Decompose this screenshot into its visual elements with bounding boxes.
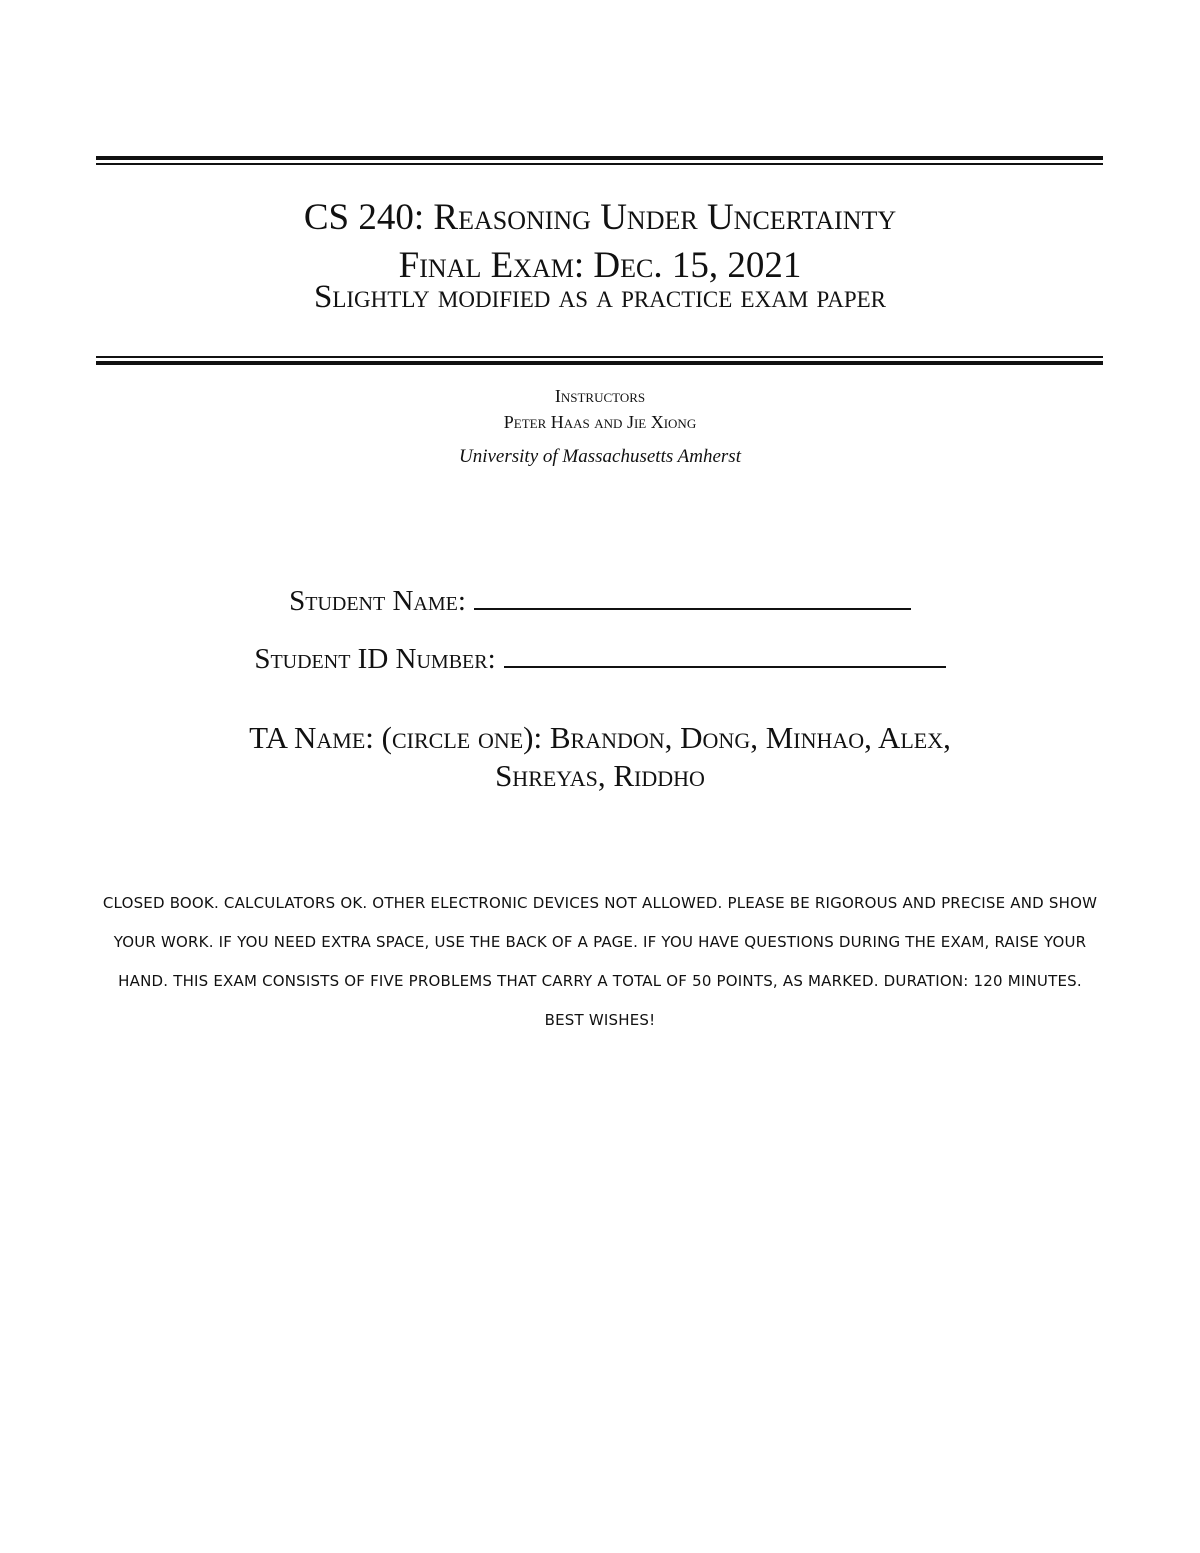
student-id-field <box>0 643 1200 676</box>
instructor-names: Peter Haas and Jie Xiong <box>503 412 697 432</box>
student-id-blank[interactable] <box>504 644 946 668</box>
student-id-label: Student ID Number: <box>254 643 496 675</box>
exam-title: CS 240: Reasoning Under Uncertainty <box>303 197 897 238</box>
exam-instructions: CLOSED BOOK. CALCULATORS OK. OTHER ELECTRONIC DEVICES NOT ALLOWED. PLEASE BE RIGOROUS AND PRECISE AND SHOW YOUR WORK. IF YOU NEED EXTRA SPACE, USE THE BACK OF A PAGE. IF YOU HAVE QUESTIONS DURING THE EXAM, RAISE YOUR HAND. THIS EXAM CONSISTS OF FIVE PROBLEMS THAT CARRY A TOTAL OF 50 POINTS, AS MARKED. DURATION: 120 MINUTES. BEST WISHES! <box>102 894 1098 1029</box>
bottom-rule-thin <box>96 356 1103 358</box>
bottom-rule-thick <box>96 361 1103 365</box>
student-name-field <box>0 585 1200 618</box>
top-rule-thin <box>96 163 1103 165</box>
instructors-label: Instructors <box>554 386 646 406</box>
student-name-blank[interactable] <box>474 586 911 610</box>
ta-names-line2: Shreyas, Riddho <box>495 758 705 793</box>
top-rule-thick <box>96 156 1103 160</box>
exam-note: Slightly modified as a practice exam paper <box>313 279 886 315</box>
student-name-label: Student Name: <box>289 585 466 617</box>
university: University of Massachusetts Amherst <box>459 446 741 467</box>
ta-names-line1: TA Name: (circle one): Brandon, Dong, Minhao, Alex, <box>249 720 951 755</box>
exam-subtitle: Final Exam: Dec. 15, 2021 <box>398 245 802 286</box>
